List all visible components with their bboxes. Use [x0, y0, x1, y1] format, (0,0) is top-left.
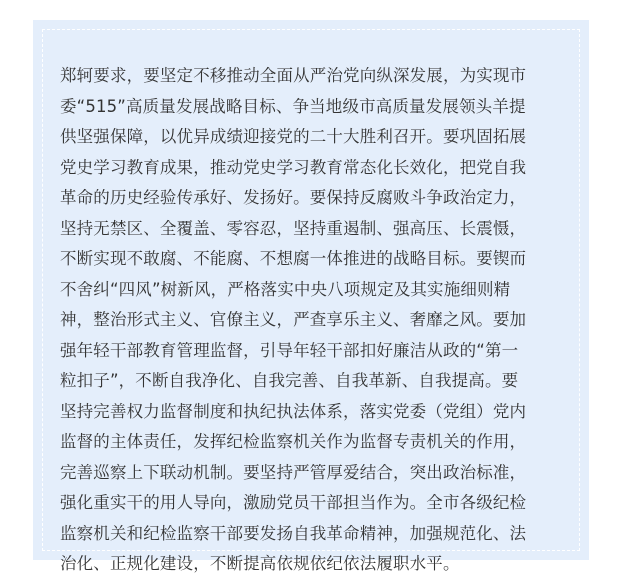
paragraph-line: 治化、正规化建设，不断提高依规依纪依法履职水平。 — [60, 554, 460, 573]
paragraph-line: 监察机关和纪检监察干部要发扬自我革命精神，加强规范化、法 — [60, 523, 527, 543]
paragraph-line: 粒扣子”，不断自我净化、自我完善、自我革新、自我提高。要 — [60, 371, 519, 390]
paragraph-line: 坚持无禁区、全覆盖、零容忍，坚持重遏制、强高压、长震慑， — [60, 218, 527, 238]
article-paragraph — [60, 61, 560, 580]
paragraph-line: 供坚强保障，以优异成绩迎接党的二十大胜利召开。要巩固拓展 — [60, 127, 527, 146]
paragraph-line: 神，整治形式主义、官僚主义，严查享乐主义、奢靡之风。要加 — [60, 310, 527, 329]
paragraph-line: 革命的历史经验传承好、发扬好。要保持反腐败斗争政治定力， — [60, 188, 527, 207]
paragraph-line: 完善巡察上下联动机制。要坚持严管厚爱结合，突出政治标准， — [60, 462, 527, 482]
paragraph-line: 强化重实干的用人导向，激励党员干部担当作为。全市各级纪检 — [60, 493, 527, 512]
paragraph-line: 党史学习教育成果，推动党史学习教育常态化长效化，把党自我 — [60, 157, 527, 177]
paragraph-line: 坚持完善权力监督制度和执纪执法体系，落实党委（党组）党内 — [60, 401, 527, 421]
paragraph-line: 郑轲要求，要坚定不移推动全面从严治党向纵深发展，为实现市 — [60, 66, 527, 85]
quote-card — [33, 20, 589, 573]
paragraph-line: 监督的主体责任，发挥纪检监察机关作为监督专责机关的作用， — [60, 432, 527, 451]
paragraph-line: 委“515”高质量发展战略目标、争当地级市高质量发展领头羊提 — [60, 96, 526, 116]
paragraph-line: 不舍纠“四风”树新风，严格落实中央八项规定及其实施细则精 — [60, 279, 511, 299]
paragraph-line: 强年轻干部教育管理监督，引导年轻干部扣好廉洁从政的“第一 — [60, 340, 519, 360]
paragraph-line: 不断实现不敢腐、不能腐、不想腐一体推进的战略目标。要锲而 — [60, 249, 527, 268]
